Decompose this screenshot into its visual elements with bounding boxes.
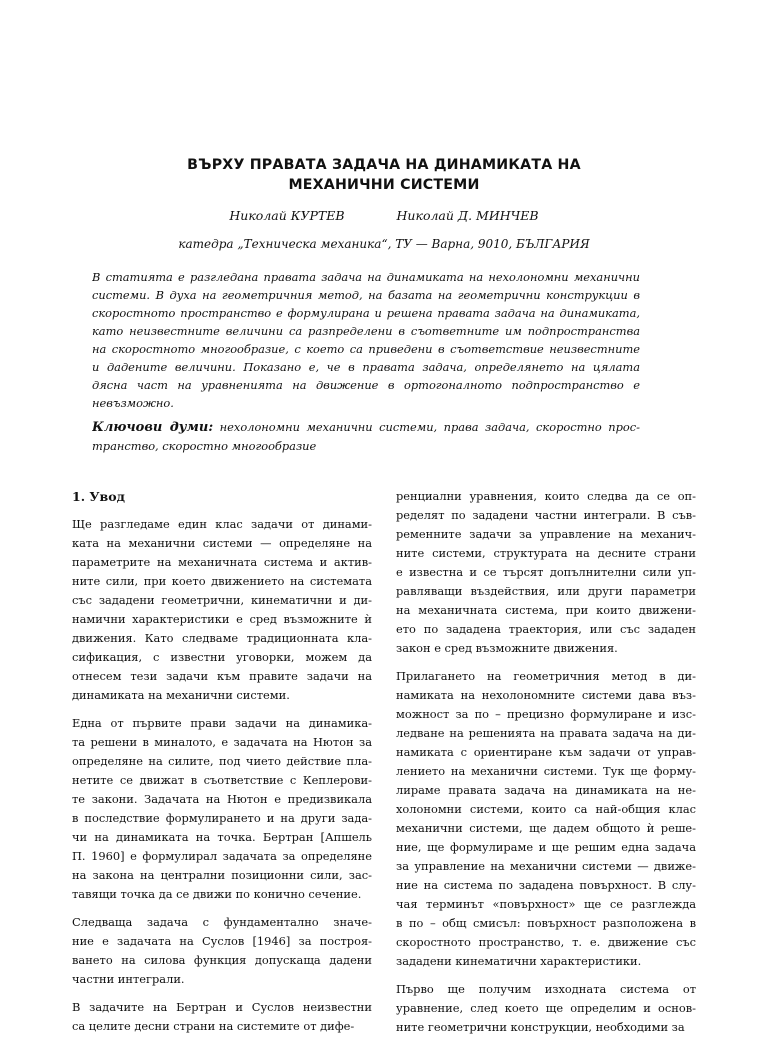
keywords-label: Ключови думи: bbox=[92, 420, 214, 435]
body-text-line: ката на механични системи — определяне на bbox=[72, 536, 372, 550]
body-text-line: тавящи точка да се движи по конично сечение. bbox=[72, 887, 362, 901]
body-text-line: ните геометрични конструкции, необходими за bbox=[396, 1020, 685, 1034]
keywords-line-2: транство, скоростно многообразие bbox=[92, 439, 317, 453]
title-line-1: ВЪРХУ ПРАВАТА ЗАДАЧА НА ДИНАМИКАТА НА bbox=[187, 157, 581, 173]
body-text-line: ването на силова функция допускаща дадени bbox=[72, 953, 372, 967]
abstract-line: В статията е разгледана правата задача на динамиката на нехолономни механични bbox=[92, 270, 640, 284]
body-text-line: Една от първите прави задачи на динамика- bbox=[72, 716, 372, 730]
abstract-line: и дадените величини. Показано е, че в правата задача, определянето на цялата bbox=[92, 360, 640, 374]
authors bbox=[0, 208, 768, 223]
body-text-line: ределят по зададени частни интеграли. В съв- bbox=[396, 508, 696, 522]
body-text-line: в последствие формулирането и на други зада- bbox=[72, 811, 372, 825]
body-text-line: са целите десни страни на системите от дифе- bbox=[72, 1019, 355, 1033]
body-text-line: ние на система по зададена повърхност. В слу- bbox=[396, 878, 696, 892]
abstract-line: системи. В духа на геометричния метод, на базата на геометрични конструкции в bbox=[92, 288, 640, 302]
keywords-line-1 bbox=[92, 418, 640, 437]
body-text-line: ние, ще формулираме и ще решим една задача bbox=[396, 840, 696, 854]
keywords bbox=[92, 418, 640, 456]
body-text-line: чая терминът «повърхност» ще се разглежда bbox=[396, 897, 696, 911]
body-text-line: зададени кинематични характеристики. bbox=[396, 954, 642, 968]
abstract-line: дясна част на уравненията на движение в ортогоналното подпространство е bbox=[92, 378, 640, 392]
body-text-line: ните сили, при което движението на системата bbox=[72, 574, 372, 588]
body-text-line: параметрите на механичната система и актив- bbox=[72, 555, 372, 569]
title-line-2: МЕХАНИЧНИ СИСТЕМИ bbox=[288, 177, 480, 193]
body-text-line: със зададени геометрични, кинематични и ди- bbox=[72, 593, 372, 607]
body-text-line: ните системи, структурата на десните страни bbox=[396, 546, 696, 560]
abstract-line: на скоростното многообразие, с което са приведени в съответствие неизвестните bbox=[92, 342, 640, 356]
body-text-line: чи на динамиката на точка. Бертран [Апшель bbox=[72, 830, 372, 844]
body-text-line: Прилагането на геометричния метод в ди- bbox=[396, 669, 696, 683]
body-text-line: намиката на нехолономните системи дава въз- bbox=[396, 688, 696, 702]
keywords-text-1: нехолономни механични системи, права задача, скоростно прос- bbox=[219, 420, 640, 434]
abstract bbox=[92, 268, 640, 412]
body-text-line: уравнение, след което ще определим и основ- bbox=[396, 1001, 696, 1015]
body-text-line: определяне на силите, под чието действие пла- bbox=[72, 754, 372, 768]
abstract-line: скоростното пространство е формулирана и решена правата задача на динамиката, bbox=[92, 306, 640, 320]
body-text-line: намиката с ориентиране към задачи от управ- bbox=[396, 745, 696, 759]
body-text-line: Първо ще получим изходната система от bbox=[396, 982, 696, 996]
body-text-line: ренциални уравнения, които следва да се оп- bbox=[396, 489, 696, 503]
right-column bbox=[396, 487, 696, 1037]
body-text-line: ето по зададена траектория, или със зададен bbox=[396, 622, 696, 636]
body-text-line: холономни системи, които са най-общия клас bbox=[396, 802, 696, 816]
body-text-line: ледване на решенията на правата задача на ди- bbox=[396, 726, 696, 740]
author-2: Николай Д. МИНЧЕВ bbox=[396, 208, 539, 223]
body-text-line: в по – общ смисъл: повърхност разположена в bbox=[396, 916, 696, 930]
abstract-line: невъзможно. bbox=[92, 396, 174, 410]
body-text-line: за управление на механични системи — движе- bbox=[396, 859, 696, 873]
body-text-line: намични характеристики е сред възможните ѝ bbox=[72, 612, 372, 626]
body-text-line: сификация, с известни уговорки, можем да bbox=[72, 650, 372, 664]
body-text-line: закон е сред възможните движения. bbox=[396, 641, 618, 655]
body-text-line: движения. Като следваме традиционната кла- bbox=[72, 631, 372, 645]
body-text-line: та решени в миналото, е задачата на Нютон за bbox=[72, 735, 372, 749]
author-1: Николай КУРТЕВ bbox=[229, 208, 345, 223]
body-text-line: е известна и се търсят допълнителни сили уп- bbox=[396, 565, 696, 579]
section-heading: 1. Увод bbox=[72, 489, 125, 504]
body-text-line: нетите се движат в съответствие с Кеплерови- bbox=[72, 773, 372, 787]
body-text-line: можност за по – прецизно формулиране и изс- bbox=[396, 707, 696, 721]
body-text-line: лението на механични системи. Тук ще форму- bbox=[396, 764, 696, 778]
body-text-line: динамиката на механични системи. bbox=[72, 688, 290, 702]
body-text-line: на механичната система, при които движени- bbox=[396, 603, 696, 617]
body-text-line: скоростното пространство, т. е. движение със bbox=[396, 935, 696, 949]
body-text-line: В задачите на Бертран и Суслов неизвестни bbox=[72, 1000, 372, 1014]
body-text-line: лираме правата задача на динамиката на не- bbox=[396, 783, 696, 797]
body-text-line: ние е задачата на Суслов [1946] за построя- bbox=[72, 934, 372, 948]
body-text-line: Ще разгледаме един клас задачи от динами- bbox=[72, 517, 372, 531]
body-text-line: Следваща задача с фундаментално значе- bbox=[72, 915, 372, 929]
body-text-line: равляващи въздействия, или други параметри bbox=[396, 584, 696, 598]
body-text-line: П. 1960] е формулирал задачата за определяне bbox=[72, 849, 372, 863]
left-column bbox=[72, 487, 372, 1036]
body-text-line: на закона на централни позиционни сили, зас- bbox=[72, 868, 372, 882]
body-text-line: ременните задачи за управление на механич- bbox=[396, 527, 696, 541]
body-text-line: частни интеграли. bbox=[72, 972, 185, 986]
paper-title bbox=[100, 155, 668, 195]
affiliation: катедра „Техническа механика“, ТУ — Варна, 9010, БЪЛГАРИЯ bbox=[178, 237, 590, 251]
body-text-line: отнесем тези задачи към правите задачи на bbox=[72, 669, 372, 683]
body-text-line: механични системи, ще дадем общото ѝ реше- bbox=[396, 821, 696, 835]
abstract-line: като неизвестните величини са разпределени в съответните им подпространства bbox=[92, 324, 640, 338]
body-text-line: те закони. Задачата на Нютон е предизвикала bbox=[72, 792, 372, 806]
